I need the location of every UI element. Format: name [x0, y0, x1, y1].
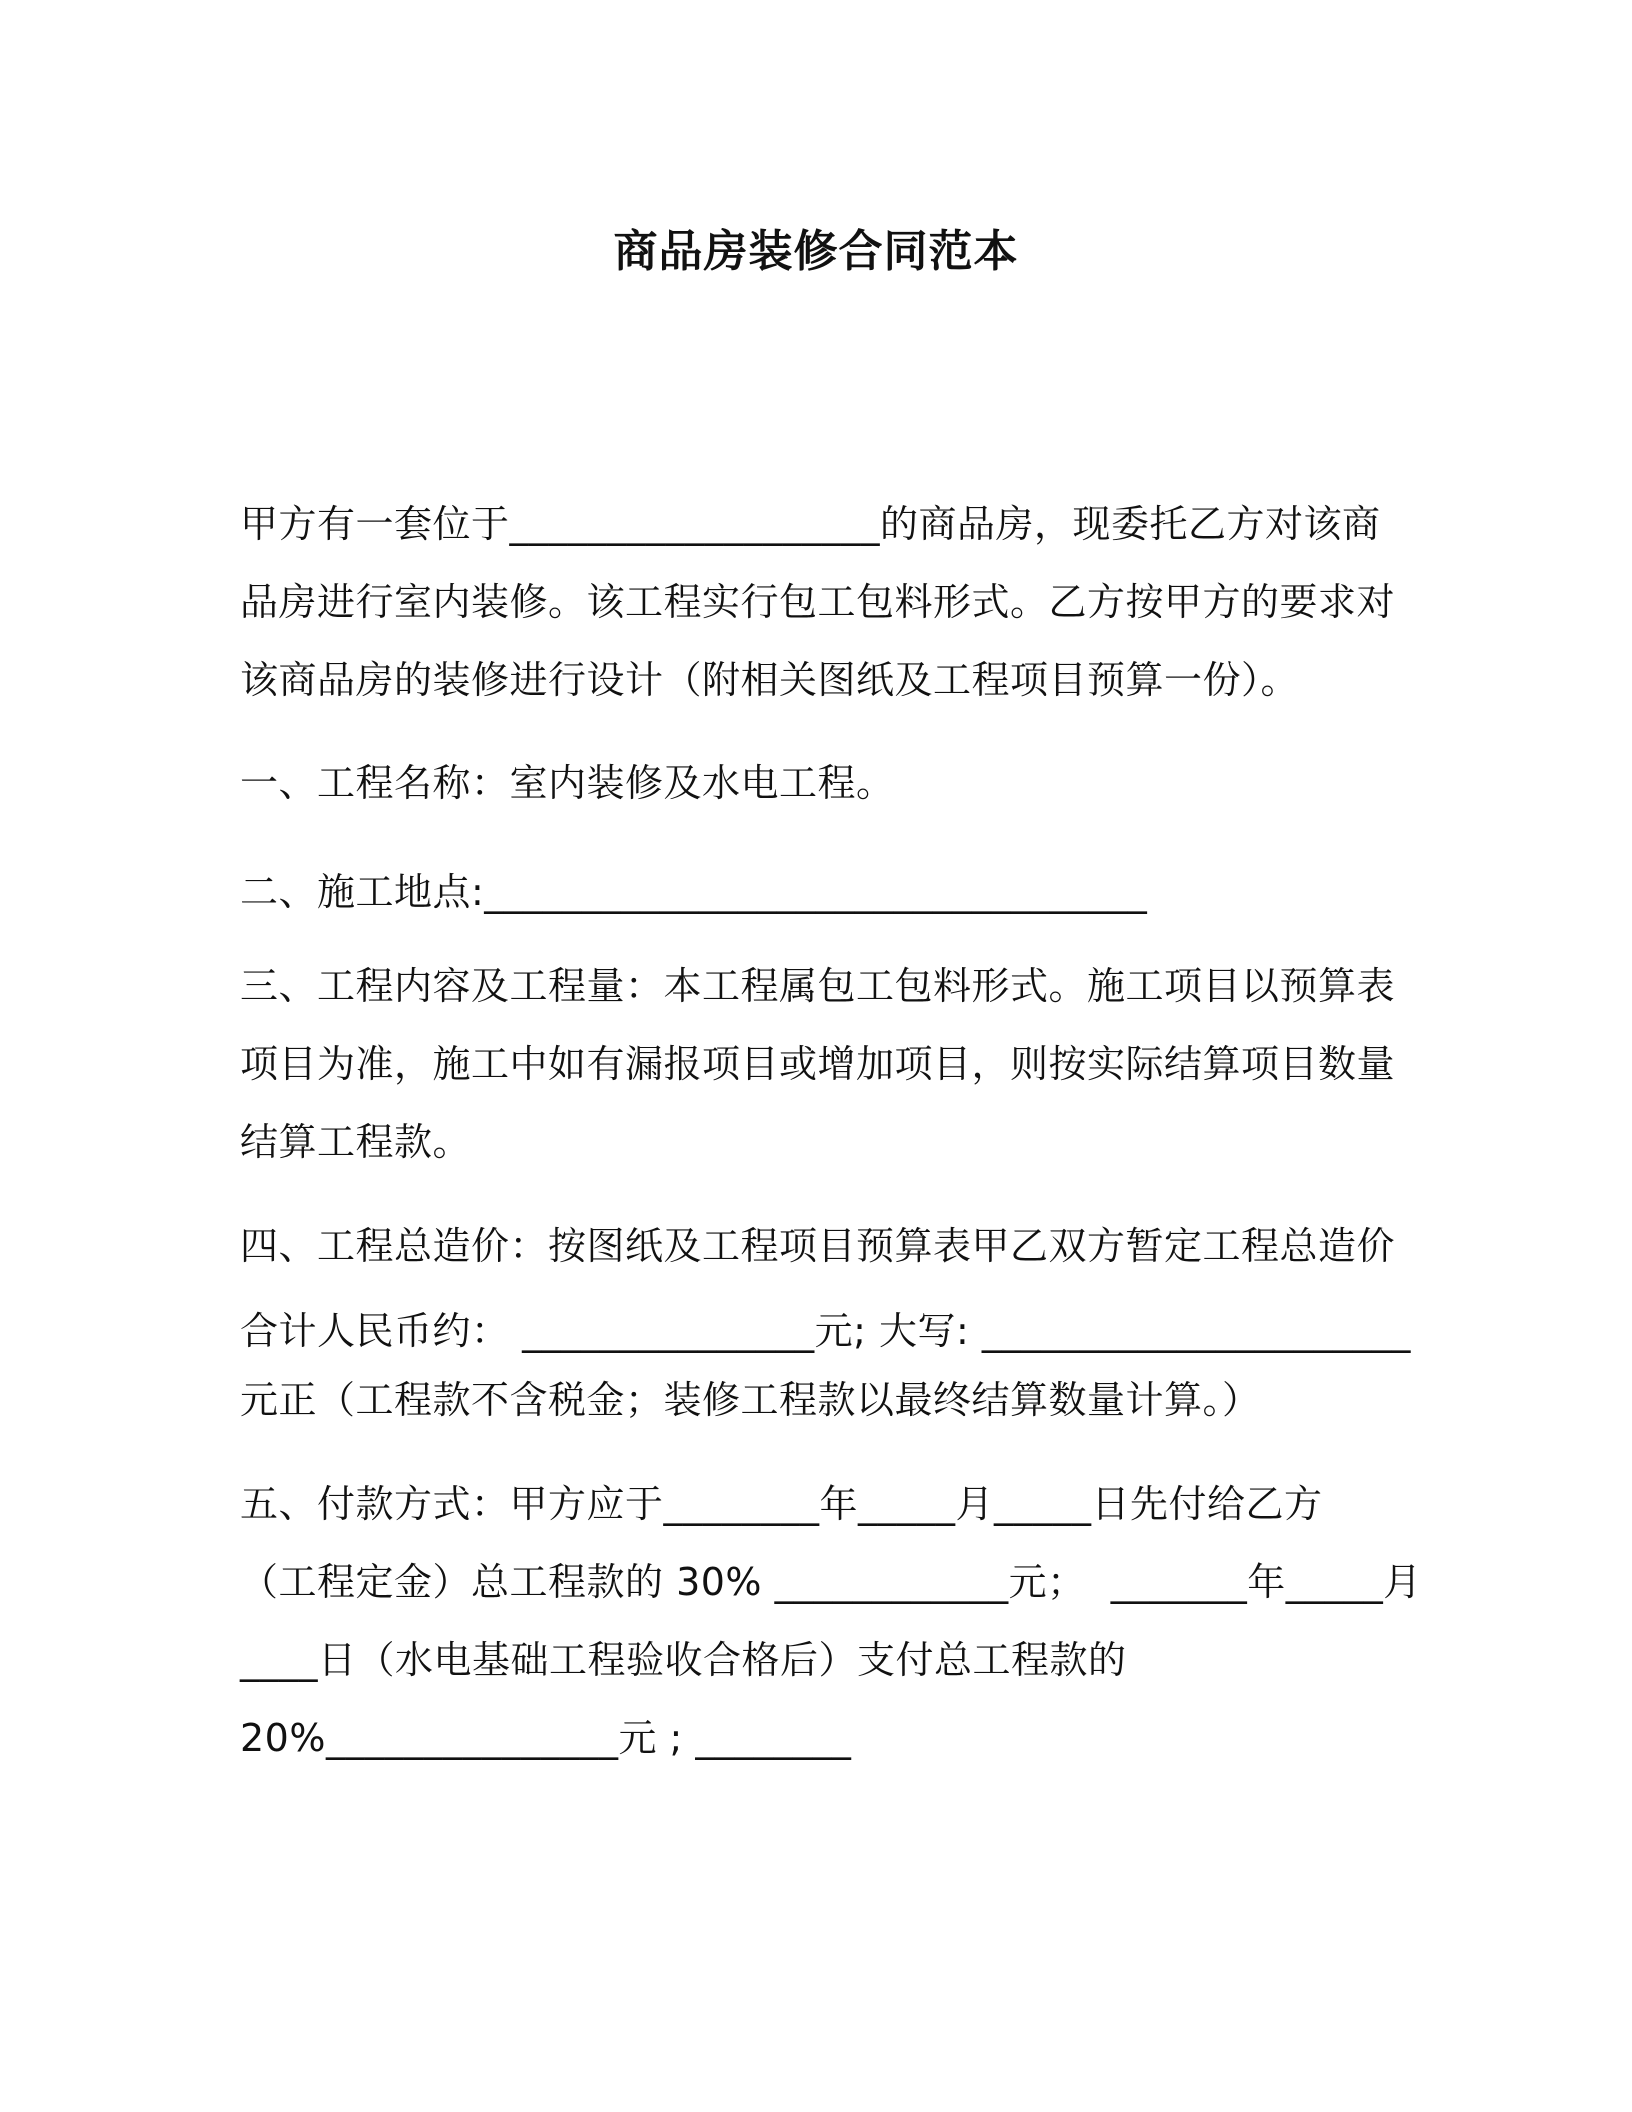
section-4-line-3: 元正（工程款不含税金；装修工程款以最终结算数量计算。） — [240, 1378, 1261, 1422]
intro-line-3: 该商品房的装修进行设计（附相关图纸及工程项目预算一份）。 — [240, 658, 1300, 702]
section-3-line-3: 结算工程款。 — [240, 1120, 472, 1164]
section-2-line-1: 二、施工地点:__________________________________ — [240, 870, 1148, 914]
section-5-line-1: 五、付款方式：甲方应于________年_____月_____日先付给乙方 — [240, 1482, 1323, 1526]
section-5-line-4: 20%_______________元 ; ________ — [240, 1716, 852, 1760]
section-5-line-3: ____日（水电基础工程验收合格后）支付总工程款的 — [240, 1638, 1127, 1682]
section-4-line-2: 合计人民币约： _______________元; 大写: ______________________ — [240, 1309, 1411, 1353]
intro-line-2: 品房进行室内装修。该工程实行包工包料形式。乙方按甲方的要求对 — [240, 580, 1396, 624]
section-3-line-2: 项目为准，施工中如有漏报项目或增加项目，则按实际结算项目数量 — [240, 1042, 1396, 1086]
intro-line-1: 甲方有一套位于___________________的商品房，现委托乙方对该商 — [240, 502, 1381, 546]
section-1-line-1: 一、工程名称：室内装修及水电工程。 — [240, 761, 895, 805]
section-3-line-1: 三、工程内容及工程量：本工程属包工包料形式。施工项目以预算表 — [240, 964, 1396, 1008]
section-5-line-2: （工程定金）总工程款的 30% ____________元； _______年_____月 — [240, 1560, 1422, 1604]
document-title: 商品房装修合同范本 — [613, 226, 1019, 277]
section-4-line-1: 四、工程总造价：按图纸及工程项目预算表甲乙双方暂定工程总造价 — [240, 1224, 1396, 1268]
